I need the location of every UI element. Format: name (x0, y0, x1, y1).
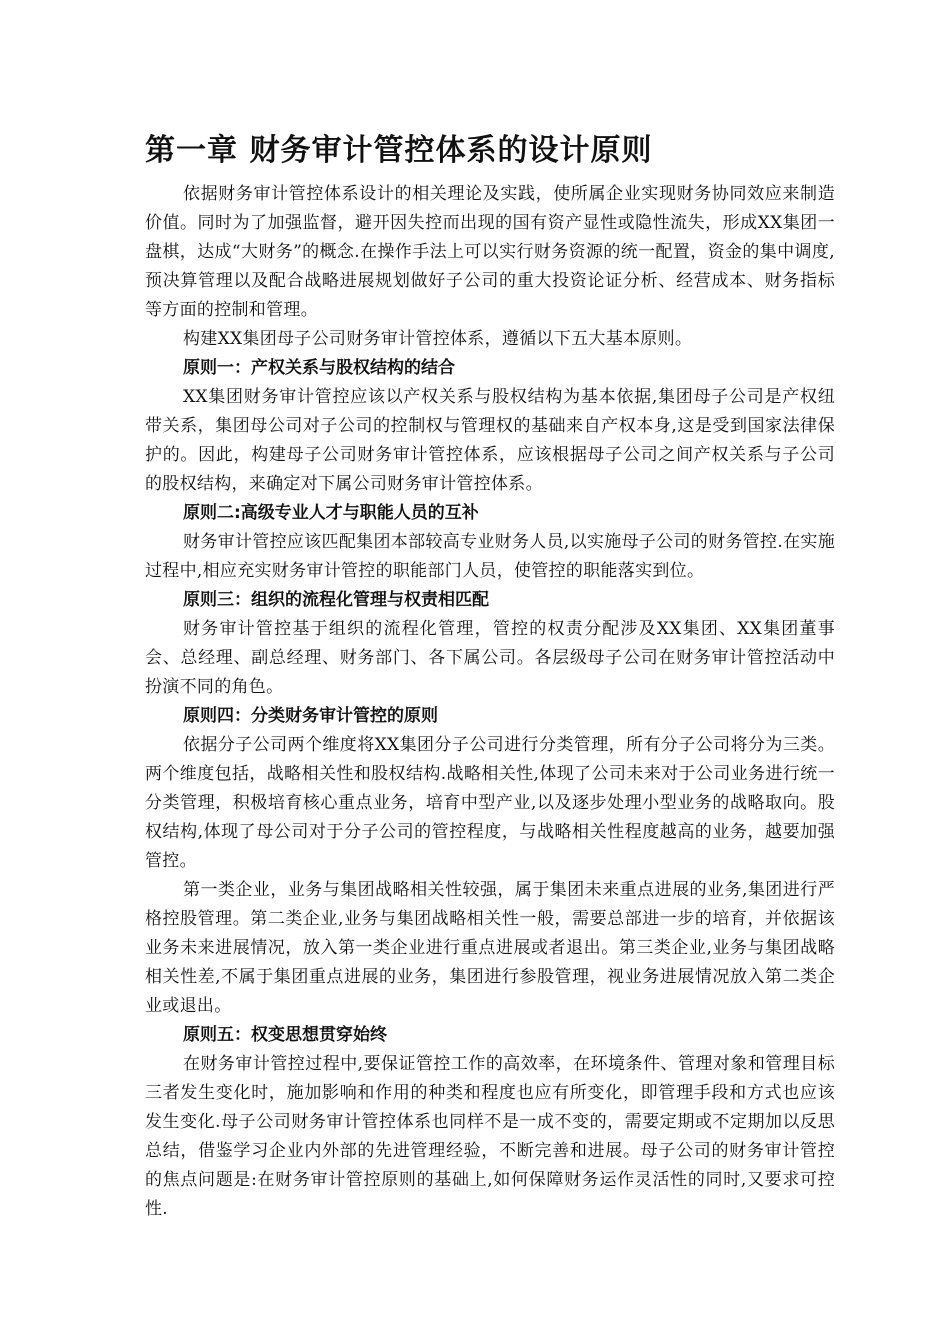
principle-paragraph: 财务审计管控应该匹配集团本部较高专业财务人员,以实施母子公司的财务管控.在实施过程中,相应充实财务审计管控的职能部门人员，使管控的职能落实到位。 (145, 532, 835, 581)
intro-paragraph: 构建XX集团母子公司财务审计管控体系，遵循以下五大基本原则。 (183, 329, 693, 349)
principle-paragraph: 在财务审计管控过程中,要保证管控工作的高效率，在环境条件、管理对象和管理目标三者发生变化时，施加影响和作用的种类和程度也应有所变化，即管理手段和方式也应该发生变化.母子公司财务审计管控体系也同样不是一成不变的，需要定期或不定期加以反思总结，借鉴学习企业内外部的先进管理经验，不断完善和进展。母子公司的财务审计管控的焦点问题是:在财务审计管控原则的基础上,如何保障财务运作灵活性的同时,又要求可控性. (145, 1054, 835, 1219)
principle-heading: 原则三：组织的流程化管理与权责相匹配 (183, 590, 489, 610)
principle-heading: 原则四：分类财务审计管控的原则 (183, 706, 438, 726)
chapter-title: 第一章 财务审计管控体系的设计原则 (145, 133, 653, 168)
principle-heading: 原则五：权变思想贯穿始终 (183, 1025, 387, 1045)
principle-paragraph: 依据分子公司两个维度将XX集团分子公司进行分类管理，所有分子公司将分为三类。两个维度包括，战略相关性和股权结构.战略相关性,体现了公司未来对于公司业务进行统一分类管理，积极培育核心重点业务，培育中型产业,以及逐步处理小型业务的战略取向。股权结构,体现了母公司对于分子公司的管控程度，与战略相关性程度越高的业务，越要加强管控。 (145, 735, 835, 871)
principle-heading: 原则一：产权关系与股权结构的结合 (183, 358, 455, 378)
intro-paragraph: 依据财务审计管控体系设计的相关理论及实践，使所属企业实现财务协同效应来制造价值。同时为了加强监督，避开因失控而出现的国有资产显性或隐性流失，形成XX集团一盘棋，达成“大财务”的概念.在操作手法上可以实行财务资源的统一配置，资金的集中调度,预决算管理以及配合战略进展规划做好子公司的重大投资论证分析、经营成本、财务指标等方面的控制和管理。 (145, 184, 835, 320)
principle-paragraph: 第一类企业，业务与集团战略相关性较强，属于集团未来重点进展的业务,集团进行严格控股管理。第二类企业,业务与集团战略相关性一般，需要总部进一步的培育，并依据该业务未来进展情况，放入第一类企业进行重点进展或者退出。第三类企业,业务与集团战略相关性差,不属于集团重点进展的业务，集团进行参股管理，视业务进展情况放入第二类企业或退出。 (145, 880, 835, 1016)
principle-heading: 原则二:高级专业人才与职能人员的互补 (183, 503, 479, 523)
principle-paragraph: XX集团财务审计管控应该以产权关系与股权结构为基本依据,集团母子公司是产权纽带关系，集团母公司对子公司的控制权与管理权的基础来自产权本身,这是受到国家法律保护的。因此，构建母子公司财务审计管控体系，应该根据母子公司之间产权关系与子公司的股权结构，来确定对下属公司财务审计管控体系。 (145, 387, 835, 494)
document-page (145, 130, 835, 1224)
principle-paragraph: 财务审计管控基于组织的流程化管理，管控的权责分配涉及XX集团、XX集团董事会、总经理、副总经理、财务部门、各下属公司。各层级母子公司在财务审计管控活动中扮演不同的角色。 (145, 619, 835, 697)
